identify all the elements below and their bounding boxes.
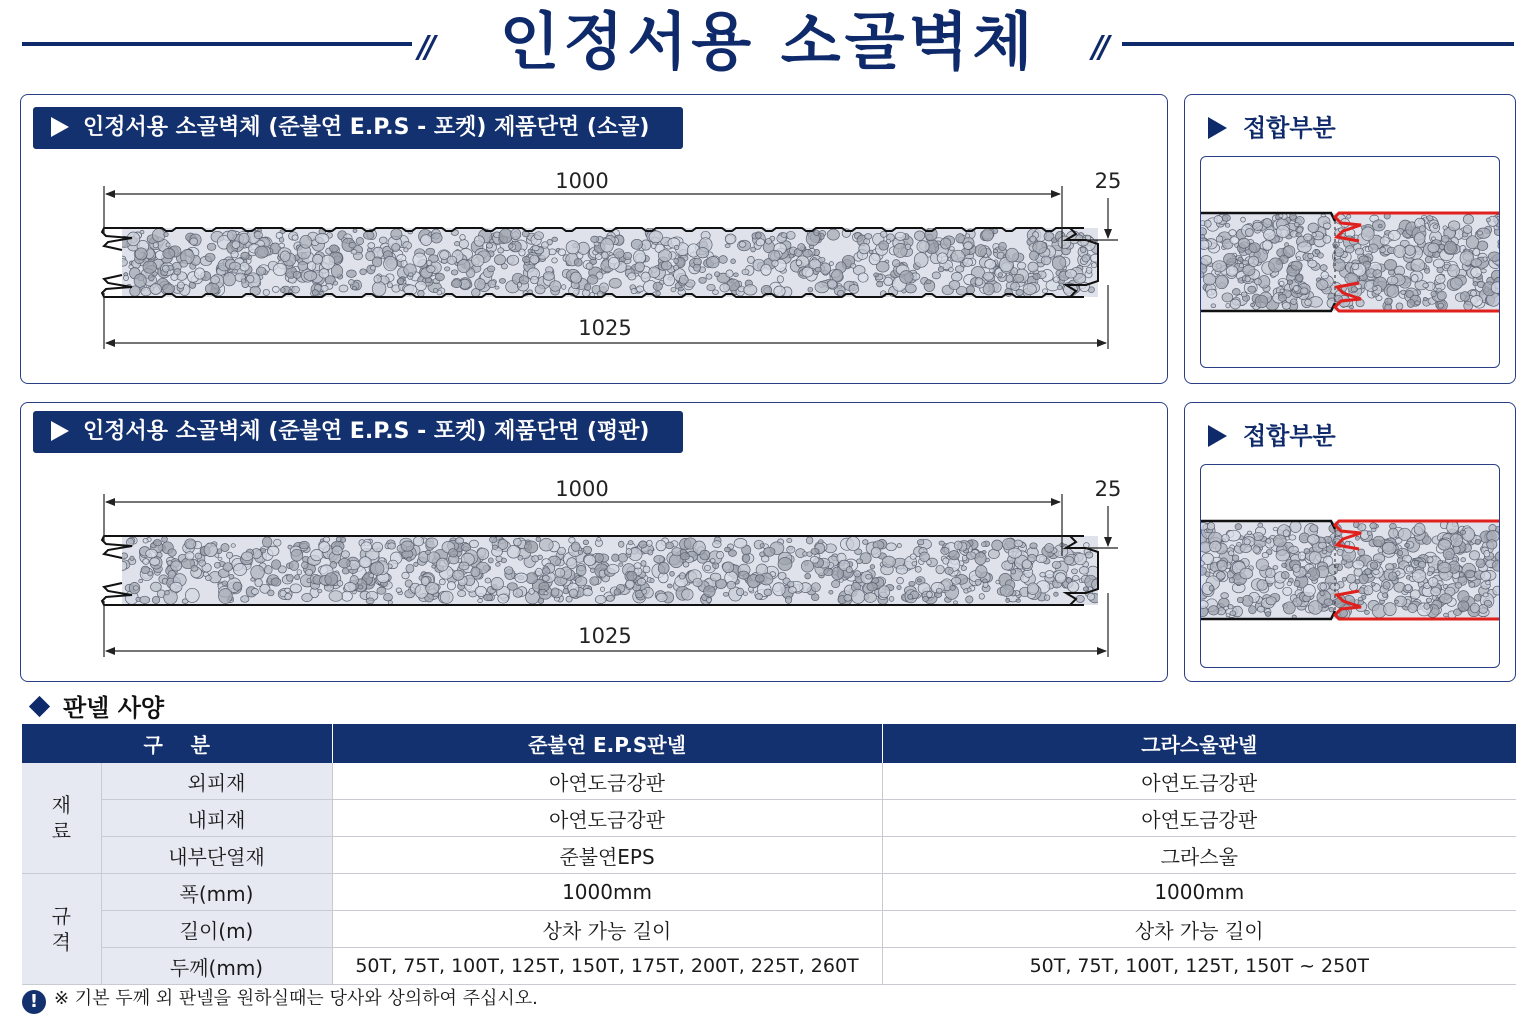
group-size: 규 격 <box>22 874 101 985</box>
header-category: 구 분 <box>22 724 332 763</box>
table-row <box>22 837 1516 874</box>
row-label: 내피재 <box>101 800 332 837</box>
play-triangle-icon <box>1208 425 1227 447</box>
dim-label-25: 25 <box>1094 477 1122 501</box>
dim-label-1000: 1000 <box>555 169 609 193</box>
table-row <box>22 800 1516 837</box>
cell-glasswool: 아연도금강판 <box>882 800 1516 837</box>
title-line-right <box>1122 42 1514 46</box>
diamond-icon <box>29 696 50 717</box>
row-label: 내부단열재 <box>101 837 332 874</box>
joint-detail-frame-1 <box>1200 156 1500 368</box>
joint-detail-drawing-2 <box>1201 465 1500 668</box>
title-slash-left: // <box>418 30 432 65</box>
row-label: 길이(m) <box>101 911 332 948</box>
table-row <box>22 874 1516 911</box>
joint-label-1 <box>1208 108 1336 143</box>
joint-label-text-1: 접합부분 <box>1243 114 1336 142</box>
table-row <box>22 948 1516 985</box>
table-row <box>22 763 1516 800</box>
footnote-text: ※ 기본 두께 외 판넬을 원하실때는 당사와 상의하여 주십시오. <box>54 988 538 1009</box>
title-slash-right: // <box>1092 30 1106 65</box>
cell-eps: 상차 가능 길이 <box>332 911 882 948</box>
footnote <box>22 984 538 1014</box>
dim-label-1000: 1000 <box>555 477 609 501</box>
cell-glasswool: 아연도금강판 <box>882 763 1516 800</box>
spec-header-row <box>22 724 1516 763</box>
joint-detail-frame-2 <box>1200 464 1500 668</box>
row-label: 두께(mm) <box>101 948 332 985</box>
spec-title-text: 판넬 사양 <box>63 694 165 722</box>
eps-core <box>117 228 1103 297</box>
cell-glasswool: 그라스울 <box>882 837 1516 874</box>
group-material: 재 료 <box>22 763 101 874</box>
panel-section-drawing-2 <box>20 402 1168 682</box>
cell-eps: 준불연EPS <box>332 837 882 874</box>
header-glasswool: 그라스울판넬 <box>882 724 1516 763</box>
section-label-text-1: 인정서용 소골벽체 (준불연 E.P.S - 포켓) 제품단면 (소골) <box>83 115 650 140</box>
cell-glasswool: 1000mm <box>882 874 1516 911</box>
row-label: 외피재 <box>101 763 332 800</box>
spec-table <box>22 724 1516 985</box>
joint-label-text-2: 접합부분 <box>1243 422 1336 450</box>
cell-eps: 1000mm <box>332 874 882 911</box>
cell-eps: 아연도금강판 <box>332 800 882 837</box>
cell-glasswool: 상차 가능 길이 <box>882 911 1516 948</box>
dim-label-1025: 1025 <box>578 316 632 340</box>
play-triangle-icon <box>1208 117 1227 139</box>
table-row <box>22 911 1516 948</box>
joint-detail-drawing-1 <box>1201 157 1500 368</box>
exclamation-icon: ! <box>22 990 46 1014</box>
row-label: 폭(mm) <box>101 874 332 911</box>
dim-label-1025: 1025 <box>578 624 632 648</box>
header-eps: 준불연 E.P.S판넬 <box>332 724 882 763</box>
page-title: 인정서용 소골벽체 <box>499 5 1037 78</box>
cell-eps: 50T, 75T, 100T, 125T, 150T, 175T, 200T, 225T, 260T <box>332 948 882 985</box>
joint-label-2 <box>1208 416 1336 451</box>
spec-title <box>28 688 164 723</box>
cell-glasswool: 50T, 75T, 100T, 125T, 150T ~ 250T <box>882 948 1516 985</box>
panel-section-drawing-1 <box>20 94 1168 384</box>
section-label-text-2: 인정서용 소골벽체 (준불연 E.P.S - 포켓) 제품단면 (평판) <box>83 419 650 444</box>
dim-label-25: 25 <box>1094 169 1122 193</box>
cell-eps: 아연도금강판 <box>332 763 882 800</box>
eps-core <box>117 536 1101 605</box>
